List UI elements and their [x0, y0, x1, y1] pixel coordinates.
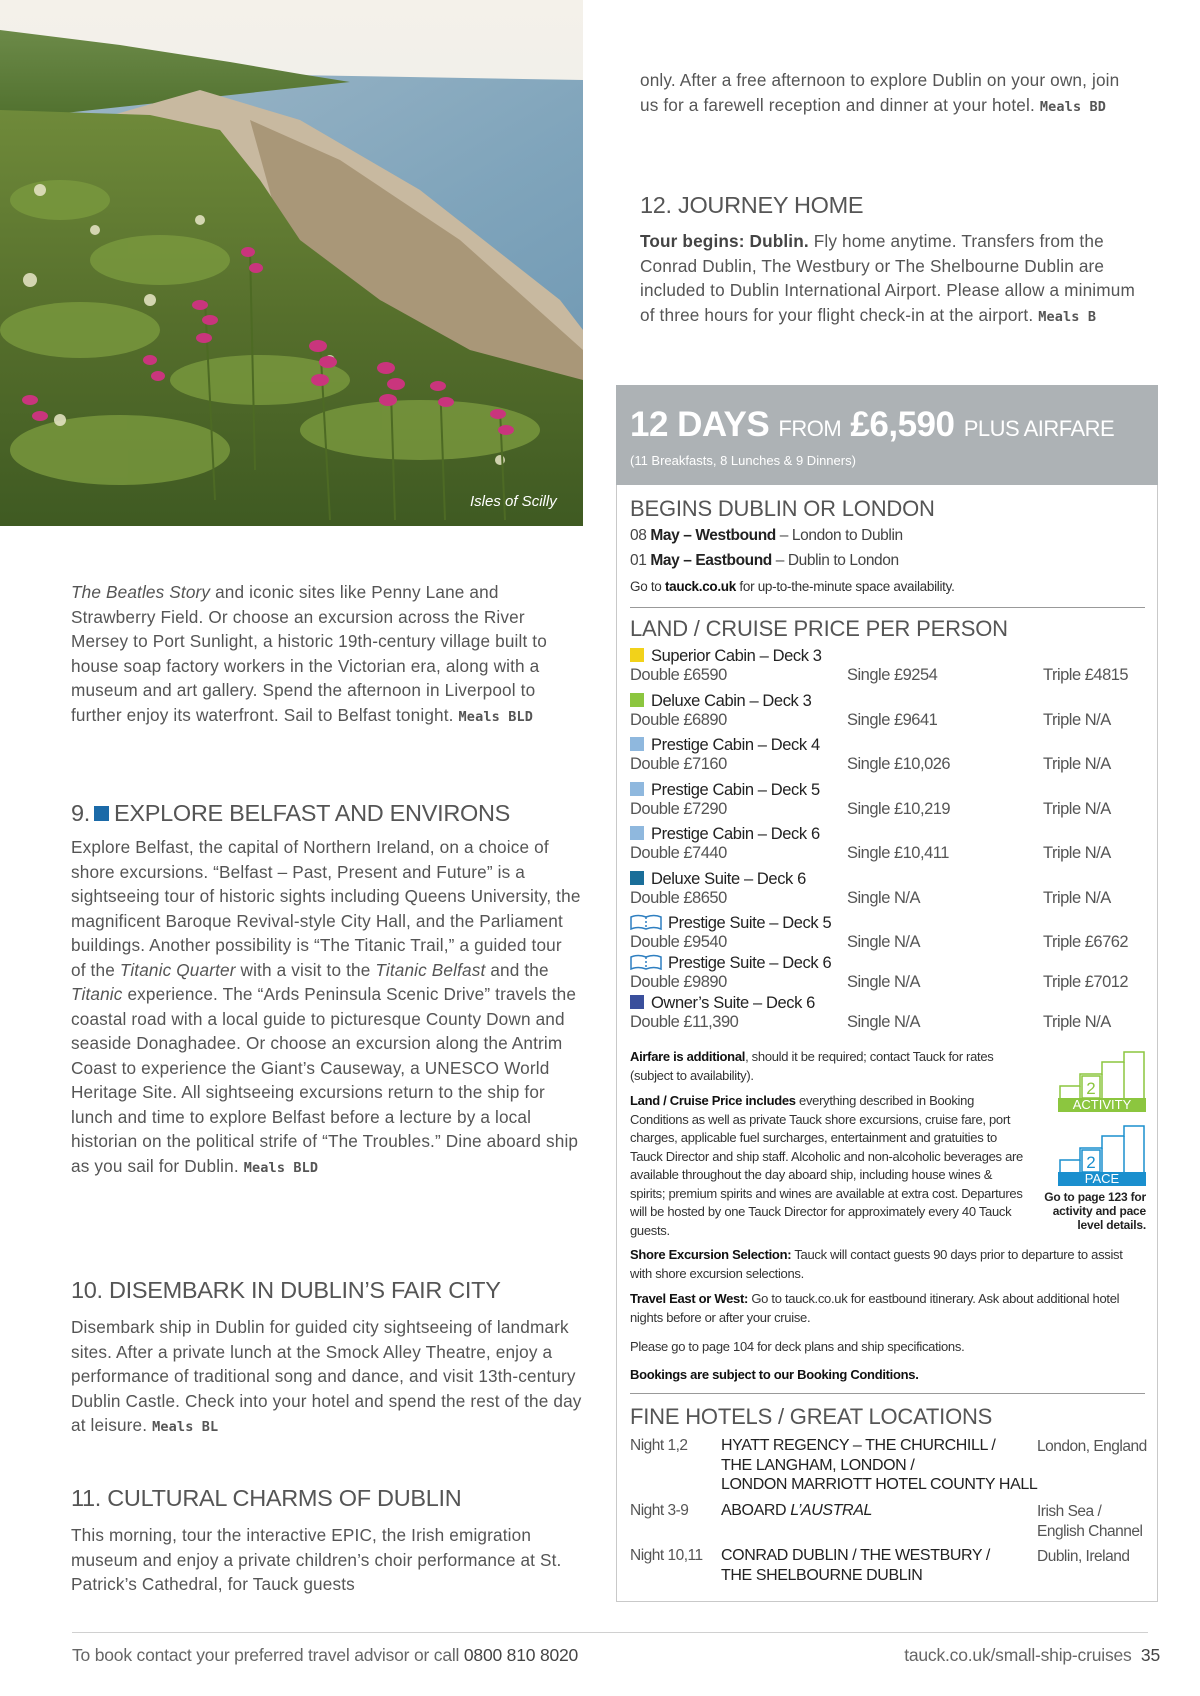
double-price: Double £6890 — [630, 710, 727, 729]
day11-paragraph: This morning, tour the interactive EPIC, the Irish emigration museum and enjoy a private children’s choir performance at St. Patrick’s Cathedral, for Tauck guests — [71, 1525, 562, 1594]
cabin-row — [630, 913, 1150, 953]
cabin-name-text: Prestige Suite – Deck 6 — [668, 954, 832, 972]
day9-text-3: and the — [485, 959, 549, 980]
badge-note: Go to page 123 for activity and pace level details. — [1044, 1190, 1146, 1232]
single-price: Single £9641 — [847, 710, 938, 729]
cabin-name — [630, 646, 1150, 666]
pricing-heading: LAND / CRUISE PRICE PER PERSON — [630, 616, 1008, 641]
footer-contact — [72, 1645, 578, 1666]
ship-name: L’AUSTRAL — [790, 1502, 872, 1519]
cabin-row — [630, 780, 1150, 825]
deck-plan-icon — [630, 954, 662, 970]
day9-italic-2: Titanic Belfast — [375, 959, 486, 980]
hotel-names — [721, 1501, 872, 1521]
cabin-name — [630, 780, 1150, 800]
cabin-name — [630, 869, 1150, 889]
cabin-name-text: Prestige Cabin – Deck 6 — [651, 825, 820, 843]
travel-direction-note — [630, 1290, 1142, 1327]
cabin-row — [630, 824, 1150, 869]
single-price: Single N/A — [847, 1013, 920, 1031]
double-price: Double £7440 — [630, 844, 727, 862]
cabin-name — [630, 691, 1150, 711]
cabin-color-swatch — [630, 737, 644, 751]
hotel-location: Dublin, Ireland — [1037, 1548, 1130, 1565]
hotel-name: THE LANGHAM, LONDON / — [721, 1456, 915, 1474]
airfare-label: PLUS AIRFARE — [963, 416, 1115, 441]
square-icon — [94, 806, 109, 821]
cabin-name — [630, 913, 1150, 933]
activity-level-badge — [1058, 1050, 1146, 1112]
hotel-location — [1037, 1502, 1142, 1541]
hotel-names — [721, 1546, 990, 1585]
cabin-name-text: Superior Cabin – Deck 3 — [651, 647, 822, 665]
cabin-name — [630, 953, 1150, 973]
footer-right — [904, 1645, 1160, 1666]
cabin-color-swatch — [630, 871, 644, 885]
day11-heading: 11. CULTURAL CHARMS OF DUBLIN — [71, 1485, 462, 1511]
double-price: Double £8650 — [630, 888, 727, 907]
cabin-color-swatch — [630, 995, 644, 1009]
meals-label: Meals BLD — [458, 708, 534, 725]
day9-text-4: experience. The “Ards Peninsula Scenic Drive” travels the coastal road with a local guide to picturesque County Down and seaside Donaghadee. Or choose an excursion along the Antrim Coast to experience the Giant’s Causeway, a UNESCO World Heritage Site. All sightseeing excursions return to the ship for lunch and time to explore Belfast before a lecture by a local historian on the political strife of “The Troubles.” Dine aboard ship as you sail for Dublin. — [71, 984, 579, 1176]
day9-text-2: with a visit to the — [235, 959, 376, 980]
double-price: Double £9890 — [630, 973, 727, 991]
price-row — [630, 666, 1150, 686]
location-line: English Channel — [1037, 1522, 1143, 1540]
pace-level: 2 — [1086, 1153, 1096, 1172]
cabin-color-swatch — [630, 782, 644, 796]
triple-price: Triple £7012 — [1043, 973, 1129, 991]
duration: 12 DAYS — [630, 405, 770, 444]
day11-cont-text: only. After a free afternoon to explore Dublin on your own, join us for a farewell reception and dinner at your hotel. — [640, 70, 1120, 115]
triple-price: Triple £6762 — [1043, 933, 1129, 951]
availability-note — [630, 578, 955, 597]
triple-price: Triple N/A — [1043, 1013, 1111, 1031]
hotel-name: LONDON MARRIOTT HOTEL COUNTY HALL — [721, 1476, 1038, 1493]
single-price: Single £10,026 — [847, 755, 951, 773]
airfare-text: , should it be required; contact Tauck for rates (subject to availability). — [630, 1049, 994, 1083]
day12-heading: 12. JOURNEY HOME — [640, 192, 864, 218]
date-direction: May – Westbound — [650, 527, 776, 544]
activity-label: ACTIVITY — [1072, 1097, 1132, 1112]
intro-italic: The Beatles Story — [71, 582, 211, 602]
triple-price: Triple £4815 — [1043, 666, 1129, 684]
hotel-name: ABOARD — [721, 1502, 791, 1519]
day9-text-1: Explore Belfast, the capital of Northern Ireland, on a choice of shore excursions. “Belfast – Past, Present and Future” is a sightseeing tour of historic sights including Queens University, the magnificent Baroque Revival-style City Hall, and the Parliament buildings. Another possibility is “The Titanic Trail,” a guided tour of the — [71, 837, 581, 980]
intro-paragraph — [71, 580, 581, 729]
price-row — [630, 1013, 1150, 1033]
pace-level-badge — [1058, 1124, 1146, 1186]
cabin-row — [630, 691, 1150, 736]
cabin-name-text: Prestige Cabin – Deck 4 — [651, 736, 820, 754]
website-link[interactable]: tauck.co.uk — [664, 579, 736, 594]
cabin-name-text: Deluxe Suite – Deck 6 — [651, 869, 806, 888]
shore-text: Tauck will contact guests 90 days prior to departure to assist with shore excursion selections. — [630, 1247, 1123, 1281]
footer-text: To book contact your preferred travel advisor or call — [72, 1645, 464, 1665]
double-price: Double £11,390 — [630, 1013, 739, 1031]
cabin-row — [630, 869, 1150, 914]
landscape-photo — [0, 0, 583, 526]
note-text: for up-to-the-minute space availability. — [735, 579, 955, 594]
deck-plan-icon — [630, 914, 662, 930]
includes-note — [630, 1092, 1025, 1240]
hotel-name: CONRAD DUBLIN / THE WESTBURY / — [721, 1547, 990, 1564]
date-row — [630, 552, 899, 570]
double-price: Double £7290 — [630, 799, 727, 818]
day10-text: Disembark ship in Dublin for guided city sightseeing of landmark sites. After a private lunch at the Smock Alley Theatre, enjoy a performance of traditional song and dance, and visit 13th-century Dublin Castle. Check into your hotel and spend the rest of the day at leisure. — [71, 1317, 582, 1435]
day9-italic-3: Titanic — [71, 984, 123, 1004]
phone-number[interactable]: 0800 810 8020 — [463, 1645, 579, 1665]
meals-label: Meals BL — [152, 1419, 219, 1435]
hotel-location: London, England — [1037, 1438, 1147, 1455]
price-row — [630, 755, 1150, 775]
triple-price: Triple N/A — [1043, 844, 1111, 862]
day9-title: EXPLORE BELFAST AND ENVIRONS — [114, 800, 511, 826]
airfare-lead: Airfare is additional — [630, 1049, 746, 1064]
booking-conditions-note: Bookings are subject to our Booking Conditions. — [630, 1367, 919, 1382]
hotel-names — [721, 1436, 1037, 1495]
cabin-color-swatch — [630, 826, 644, 840]
shore-lead: Shore Excursion Selection: — [630, 1247, 792, 1262]
note-text: Go to — [630, 579, 665, 594]
date-day: 01 — [630, 552, 647, 569]
triple-price: Triple N/A — [1043, 799, 1111, 818]
cabin-name-text: Prestige Cabin – Deck 5 — [651, 780, 820, 799]
hotel-name: HYATT REGENCY – THE CHURCHILL / — [721, 1437, 996, 1454]
double-price: Double £7160 — [630, 755, 727, 773]
day9-number: 9. — [71, 800, 90, 826]
cabin-color-swatch — [630, 693, 644, 707]
cabin-name-text: Owner’s Suite – Deck 6 — [651, 994, 815, 1012]
deck-plans-note: Please go to page 104 for deck plans and ship specifications. — [630, 1339, 965, 1354]
cabin-row — [630, 735, 1150, 780]
cabin-row — [630, 993, 1150, 1038]
intro-text: and iconic sites like Penny Lane and Strawberry Field. Or choose an excursion across the River Mersey to Port Sunlight, a historic 19th-century village built to house soap factory workers in the Victorian era, along with a museum and art gallery. Spend the afternoon in Liverpool to further enjoy its waterfront. Sail to Belfast tonight. — [71, 582, 547, 725]
single-price: Single £10,411 — [847, 844, 949, 862]
day9-italic-1: Titanic Quarter — [119, 959, 236, 980]
day11-continued — [640, 68, 1140, 119]
date-route: – London to Dublin — [779, 527, 903, 544]
includes-text: everything described in Booking Conditions as well as private Tauck shore excursions, cruise fare, port charges, applicable fuel surcharges, entertainment and gratuities to Tauck Director and ship staff. Alcoholic and non-alcoholic beverages are available throughout the day aboard ship, including house wines & spirits; premium spirits and wines are available at extra cost. Departures will be hosted by one Tauck Director for approximately every 40 Tauck guests. — [630, 1093, 1023, 1238]
hotels-heading: FINE HOTELS / GREAT LOCATIONS — [630, 1404, 993, 1429]
day10-paragraph — [71, 1315, 591, 1440]
begins-heading: BEGINS DUBLIN OR LONDON — [630, 496, 935, 521]
price-title — [630, 405, 1114, 445]
price-row — [630, 844, 1150, 864]
divider — [630, 607, 1145, 608]
meals-label: Meals BD — [1039, 98, 1107, 115]
cabin-name-text: Deluxe Cabin – Deck 3 — [651, 691, 812, 710]
single-price: Single £10,219 — [847, 799, 951, 818]
cabin-price-table — [630, 646, 1150, 1038]
single-price: Single £9254 — [847, 666, 938, 684]
date-day: 08 — [630, 527, 647, 544]
day9-paragraph — [71, 835, 581, 1180]
cabin-color-swatch — [630, 648, 644, 662]
single-price: Single N/A — [847, 933, 920, 951]
price-row — [630, 800, 1150, 820]
activity-level: 2 — [1086, 1079, 1096, 1098]
triple-price: Triple N/A — [1043, 755, 1111, 773]
day12-paragraph — [640, 229, 1140, 329]
cabin-name — [630, 824, 1150, 844]
double-price: Double £6590 — [630, 666, 727, 684]
date-route: – Dublin to London — [775, 552, 899, 569]
hotel-night: Night 1,2 — [630, 1437, 688, 1454]
price-row — [630, 973, 1150, 993]
cabin-name — [630, 993, 1150, 1013]
hotel-night: Night 10,11 — [630, 1547, 703, 1564]
triple-price: Triple N/A — [1043, 888, 1111, 907]
footer-divider — [72, 1632, 1148, 1633]
single-price: Single N/A — [847, 888, 920, 907]
cabin-row — [630, 646, 1150, 691]
triple-price: Triple N/A — [1043, 710, 1111, 729]
cabin-name — [630, 735, 1150, 755]
day12-lead: Tour begins: Dublin. — [640, 231, 809, 251]
price-row — [630, 889, 1150, 909]
website-url[interactable]: tauck.co.uk/small-ship-cruises — [904, 1645, 1132, 1665]
page-number: 35 — [1140, 1645, 1160, 1665]
travel-text: Go to tauck.co.uk for eastbound itinerary. Ask about additional hotel nights before or after your cruise. — [630, 1291, 1120, 1325]
airfare-note — [630, 1048, 1025, 1085]
meals-label: Meals BLD — [243, 1159, 319, 1176]
location-line: Irish Sea / — [1037, 1503, 1102, 1520]
shore-excursion-note — [630, 1246, 1142, 1283]
starting-price: £6,590 — [850, 405, 955, 444]
price-row — [630, 711, 1150, 731]
single-price: Single N/A — [847, 973, 920, 991]
date-direction: May – Eastbound — [650, 552, 772, 569]
pace-label: PACE — [1084, 1171, 1120, 1186]
cabin-name-text: Prestige Suite – Deck 5 — [668, 914, 832, 932]
double-price: Double £9540 — [630, 933, 727, 951]
from-label: FROM — [778, 416, 842, 441]
hotel-night: Night 3-9 — [630, 1502, 689, 1519]
day9-heading — [71, 800, 510, 827]
price-row — [630, 933, 1150, 953]
day10-heading: 10. DISEMBARK IN DUBLIN’S FAIR CITY — [71, 1277, 501, 1303]
meals-label: Meals B — [1038, 308, 1097, 325]
date-row — [630, 527, 903, 545]
meals-included: (11 Breakfasts, 8 Lunches & 9 Dinners) — [630, 453, 856, 468]
photo-caption: Isles of Scilly — [470, 493, 557, 510]
day12-text: Fly home anytime. Transfers from the Conrad Dublin, The Westbury or The Shelbourne Dublin are included to Dublin International Airport. Please allow a minimum of three hours for your flight check-in at the airport. — [640, 231, 1135, 325]
cabin-row — [630, 953, 1150, 993]
divider — [630, 1393, 1145, 1394]
includes-lead: Land / Cruise Price includes — [630, 1093, 796, 1108]
hotel-name: THE SHELBOURNE DUBLIN — [721, 1566, 923, 1584]
travel-lead: Travel East or West: — [630, 1291, 749, 1306]
